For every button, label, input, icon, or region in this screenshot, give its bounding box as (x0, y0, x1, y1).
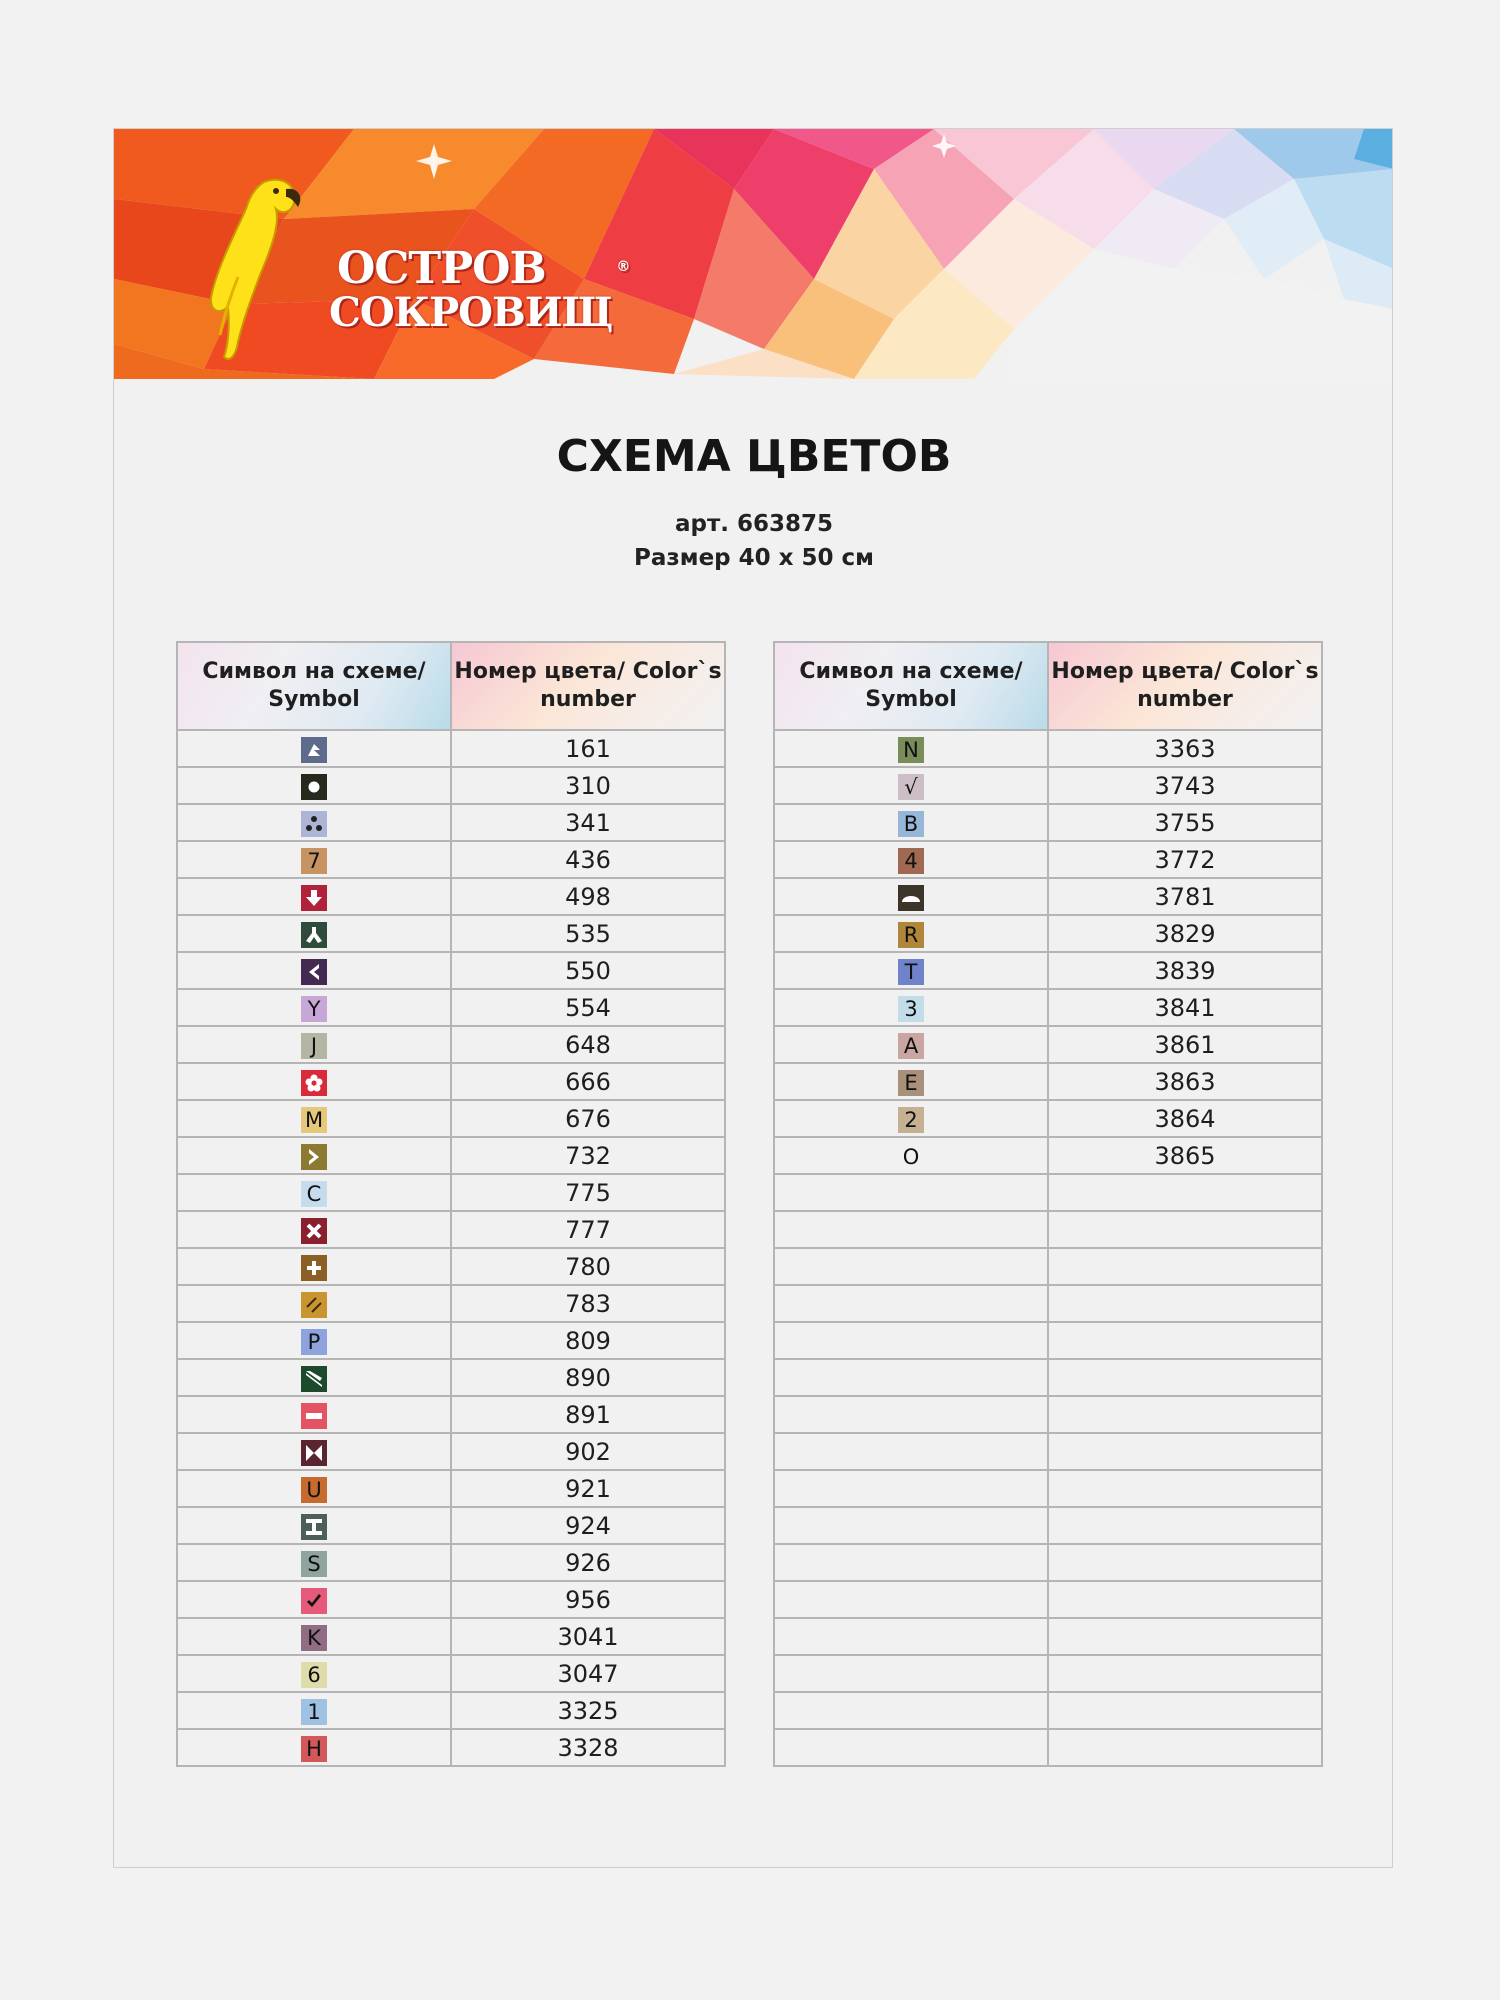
empty-cell (774, 1174, 1048, 1211)
table-row (774, 1063, 1322, 1100)
symbol-cell (774, 952, 1048, 989)
symbol-cell (177, 878, 451, 915)
color-chart-sheet (113, 128, 1393, 1868)
empty-cell (1048, 1692, 1322, 1729)
empty-cell (1048, 1544, 1322, 1581)
table-row (774, 989, 1322, 1026)
registered-mark: ® (616, 259, 631, 275)
table-row (774, 1100, 1322, 1137)
color-number-cell: 341 (451, 804, 725, 841)
color-number-cell: 3047 (451, 1655, 725, 1692)
empty-table-row (774, 1692, 1322, 1729)
symbol-swatch: B (898, 811, 924, 837)
color-number-cell: 777 (451, 1211, 725, 1248)
empty-cell (1048, 1248, 1322, 1285)
table-row (774, 804, 1322, 841)
color-number-cell: 3041 (451, 1618, 725, 1655)
table-row (774, 841, 1322, 878)
color-number-cell: 3861 (1048, 1026, 1322, 1063)
symbol-cell (177, 1285, 451, 1322)
symbol-cell (774, 1137, 1048, 1174)
table-row (774, 767, 1322, 804)
dome-icon (898, 885, 924, 911)
empty-cell (774, 1359, 1048, 1396)
flower-icon (301, 1070, 327, 1096)
table-row (177, 1581, 725, 1618)
empty-table-row (774, 1544, 1322, 1581)
table-row (177, 1137, 725, 1174)
color-number-cell: 890 (451, 1359, 725, 1396)
symbol-cell (774, 1063, 1048, 1100)
table-row (177, 952, 725, 989)
empty-cell (1048, 1322, 1322, 1359)
empty-cell (774, 1248, 1048, 1285)
table-header-row (177, 642, 725, 730)
page-title: СХЕМА ЦВЕТОВ (556, 431, 952, 482)
color-number-cell: 3839 (1048, 952, 1322, 989)
empty-cell (1048, 1618, 1322, 1655)
empty-cell (1048, 1655, 1322, 1692)
cross-icon (301, 1218, 327, 1244)
symbol-swatch: 4 (898, 848, 924, 874)
table-row (177, 878, 725, 915)
empty-table-row (774, 1359, 1322, 1396)
symbol-swatch: N (898, 737, 924, 763)
color-number-cell: 554 (451, 989, 725, 1026)
symbol-swatch: O (902, 1144, 920, 1169)
symbol-cell (177, 767, 451, 804)
table-row (177, 1248, 725, 1285)
empty-table-row (774, 1211, 1322, 1248)
symbol-cell (177, 841, 451, 878)
table-row (177, 1729, 725, 1766)
table-row (774, 878, 1322, 915)
color-number-cell: 924 (451, 1507, 725, 1544)
tripod-icon (301, 922, 327, 948)
empty-table-row (774, 1507, 1322, 1544)
symbol-cell (177, 1211, 451, 1248)
plus-icon (301, 1255, 327, 1281)
three-dots-icon (301, 811, 327, 837)
empty-cell (774, 1285, 1048, 1322)
table-row (774, 730, 1322, 767)
color-number-cell: 3863 (1048, 1063, 1322, 1100)
symbol-swatch: √ (898, 774, 924, 800)
empty-cell (774, 1211, 1048, 1248)
table-row (177, 1100, 725, 1137)
symbol-swatch: T (898, 959, 924, 985)
empty-table-row (774, 1174, 1322, 1211)
table-row (774, 1026, 1322, 1063)
table-row (177, 915, 725, 952)
color-number-cell: 902 (451, 1433, 725, 1470)
left-chevron-icon (301, 959, 327, 985)
color-number-cell: 3328 (451, 1729, 725, 1766)
color-number-cell: 436 (451, 841, 725, 878)
brand-name (329, 243, 631, 336)
color-number-cell: 3743 (1048, 767, 1322, 804)
symbol-swatch: P (301, 1329, 327, 1355)
symbol-cell (177, 1470, 451, 1507)
symbol-swatch: K (301, 1625, 327, 1651)
symbol-swatch: 1 (301, 1699, 327, 1725)
color-number-cell: 3864 (1048, 1100, 1322, 1137)
table-row (177, 1359, 725, 1396)
symbol-cell (177, 1618, 451, 1655)
empty-cell (1048, 1433, 1322, 1470)
symbol-cell (774, 915, 1048, 952)
color-number-cell: 921 (451, 1470, 725, 1507)
empty-table-row (774, 1433, 1322, 1470)
number-column-header: Номер цвета/ Color`s number (1048, 642, 1322, 730)
table-row (177, 1433, 725, 1470)
symbol-cell (177, 1248, 451, 1285)
table-row (177, 1692, 725, 1729)
symbol-swatch: M (301, 1107, 327, 1133)
empty-cell (774, 1692, 1048, 1729)
color-number-cell: 891 (451, 1396, 725, 1433)
color-table-left (176, 641, 726, 1767)
symbol-cell (177, 1396, 451, 1433)
empty-cell (774, 1396, 1048, 1433)
empty-table-row (774, 1655, 1322, 1692)
h-beam-icon (301, 1514, 327, 1540)
table-row (774, 1137, 1322, 1174)
color-number-cell: 3841 (1048, 989, 1322, 1026)
symbol-cell (774, 841, 1048, 878)
symbol-cell (177, 1063, 451, 1100)
symbol-swatch: 6 (301, 1662, 327, 1688)
table-row (177, 1544, 725, 1581)
empty-cell (1048, 1470, 1322, 1507)
symbol-cell (774, 878, 1048, 915)
empty-table-row (774, 1729, 1322, 1766)
table-row (177, 1396, 725, 1433)
empty-cell (774, 1655, 1048, 1692)
minus-icon (301, 1403, 327, 1429)
canvas-size: Размер 40 х 50 см (634, 545, 874, 571)
symbol-column-header: Символ на схеме/ Symbol (177, 642, 451, 730)
symbol-column-header: Символ на схеме/ Symbol (774, 642, 1048, 730)
symbol-swatch: C (301, 1181, 327, 1207)
symbol-swatch: S (301, 1551, 327, 1577)
color-number-cell: 780 (451, 1248, 725, 1285)
symbol-swatch: U (301, 1477, 327, 1503)
table-row (177, 1322, 725, 1359)
table-row (177, 1655, 725, 1692)
color-number-cell: 498 (451, 878, 725, 915)
symbol-cell (177, 804, 451, 841)
table-row (177, 1174, 725, 1211)
down-arrow-icon (301, 885, 327, 911)
color-number-cell: 732 (451, 1137, 725, 1174)
article-number: арт. 663875 (674, 511, 834, 537)
bowtie-icon (301, 1440, 327, 1466)
symbol-cell (177, 1544, 451, 1581)
empty-cell (774, 1618, 1048, 1655)
empty-table-row (774, 1396, 1322, 1433)
symbol-cell (177, 1655, 451, 1692)
symbol-cell (177, 1359, 451, 1396)
symbol-swatch: 7 (301, 848, 327, 874)
symbol-swatch: 2 (898, 1107, 924, 1133)
table-row (177, 804, 725, 841)
empty-table-row (774, 1581, 1322, 1618)
symbol-cell (177, 1581, 451, 1618)
brand-line-1: ОСТРОВ (337, 243, 546, 294)
table-row (177, 1063, 725, 1100)
symbol-swatch: A (898, 1033, 924, 1059)
color-number-cell: 3829 (1048, 915, 1322, 952)
brand-line-2: СОКРОВИЩ (329, 289, 613, 336)
table-row (177, 989, 725, 1026)
color-number-cell: 161 (451, 730, 725, 767)
symbol-cell (177, 1692, 451, 1729)
symbol-cell (774, 1100, 1048, 1137)
table-row (774, 952, 1322, 989)
color-table-right (773, 641, 1323, 1767)
table-row (177, 767, 725, 804)
symbol-swatch: Y (301, 996, 327, 1022)
symbol-cell (774, 989, 1048, 1026)
symbol-cell (774, 767, 1048, 804)
empty-table-row (774, 1470, 1322, 1507)
color-number-cell: 3772 (1048, 841, 1322, 878)
symbol-cell (774, 804, 1048, 841)
empty-table-row (774, 1248, 1322, 1285)
color-number-cell: 3363 (1048, 730, 1322, 767)
color-number-cell: 3325 (451, 1692, 725, 1729)
symbol-cell (177, 1507, 451, 1544)
arrow-chevron-icon (301, 737, 327, 763)
color-number-cell: 535 (451, 915, 725, 952)
table-row (177, 730, 725, 767)
check-icon (301, 1588, 327, 1614)
empty-cell (1048, 1211, 1322, 1248)
empty-cell (1048, 1581, 1322, 1618)
symbol-cell (177, 1137, 451, 1174)
color-number-cell: 3865 (1048, 1137, 1322, 1174)
table-row (177, 1507, 725, 1544)
empty-table-row (774, 1285, 1322, 1322)
empty-cell (1048, 1285, 1322, 1322)
empty-cell (1048, 1507, 1322, 1544)
table-row (177, 1618, 725, 1655)
table-row (774, 915, 1322, 952)
color-number-cell: 676 (451, 1100, 725, 1137)
empty-cell (1048, 1729, 1322, 1766)
color-number-cell: 775 (451, 1174, 725, 1211)
empty-cell (1048, 1174, 1322, 1211)
empty-cell (1048, 1396, 1322, 1433)
color-number-cell: 926 (451, 1544, 725, 1581)
symbol-cell (177, 730, 451, 767)
table-row (177, 1285, 725, 1322)
symbol-swatch: R (898, 922, 924, 948)
color-number-cell: 809 (451, 1322, 725, 1359)
symbol-swatch: E (898, 1070, 924, 1096)
symbol-swatch: J (301, 1033, 327, 1059)
symbol-swatch: 3 (898, 996, 924, 1022)
symbol-swatch: H (301, 1736, 327, 1762)
empty-cell (774, 1322, 1048, 1359)
table-row (177, 1026, 725, 1063)
table-row (177, 841, 725, 878)
symbol-cell (177, 1729, 451, 1766)
parrot-icon (194, 157, 314, 367)
dot-icon (301, 774, 327, 800)
symbol-cell (177, 1026, 451, 1063)
table-header-row (774, 642, 1322, 730)
color-number-cell: 956 (451, 1581, 725, 1618)
symbol-cell (177, 952, 451, 989)
color-number-cell: 648 (451, 1026, 725, 1063)
symbol-cell (774, 730, 1048, 767)
brand-logo (194, 157, 631, 387)
symbol-cell (177, 915, 451, 952)
right-chevron-icon (301, 1144, 327, 1170)
color-number-cell: 3755 (1048, 804, 1322, 841)
diagonal-icon (301, 1366, 327, 1392)
color-number-cell: 783 (451, 1285, 725, 1322)
empty-table-row (774, 1322, 1322, 1359)
symbol-cell (177, 1174, 451, 1211)
symbol-cell (177, 1100, 451, 1137)
empty-cell (774, 1433, 1048, 1470)
symbol-cell (177, 1433, 451, 1470)
number-column-header: Номер цвета/ Color`s number (451, 642, 725, 730)
empty-table-row (774, 1618, 1322, 1655)
empty-cell (774, 1544, 1048, 1581)
table-row (177, 1470, 725, 1507)
empty-cell (774, 1729, 1048, 1766)
color-number-cell: 550 (451, 952, 725, 989)
empty-cell (774, 1470, 1048, 1507)
table-row (177, 1211, 725, 1248)
double-slash-icon (301, 1292, 327, 1318)
empty-cell (1048, 1359, 1322, 1396)
empty-cell (774, 1507, 1048, 1544)
symbol-cell (177, 989, 451, 1026)
symbol-cell (774, 1026, 1048, 1063)
color-number-cell: 310 (451, 767, 725, 804)
color-number-cell: 3781 (1048, 878, 1322, 915)
color-number-cell: 666 (451, 1063, 725, 1100)
symbol-cell (177, 1322, 451, 1359)
empty-cell (774, 1581, 1048, 1618)
